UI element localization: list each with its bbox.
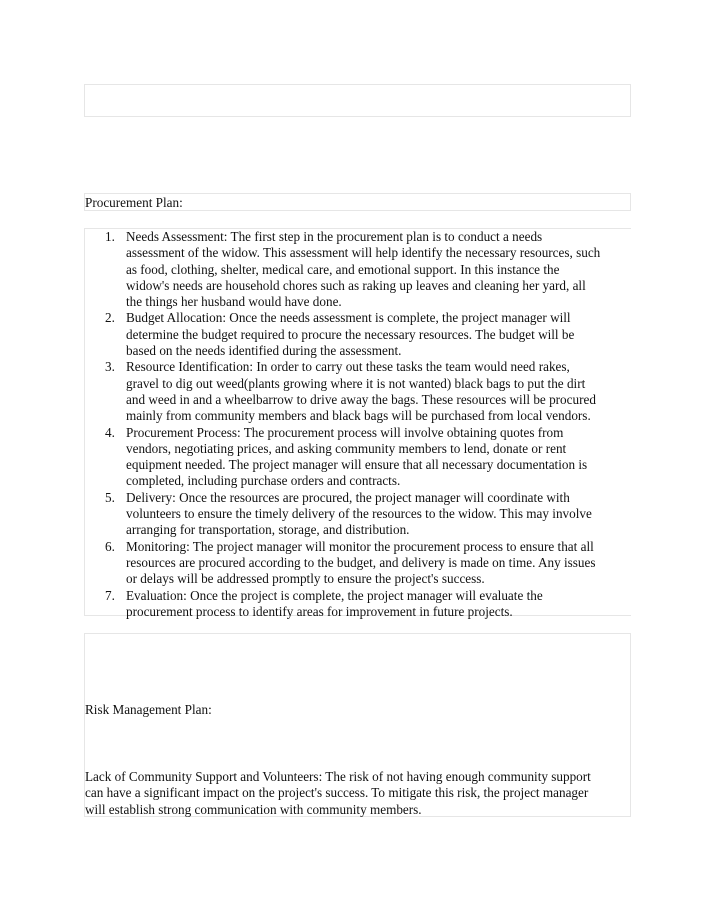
list-item-line: and weed in and a wheelbarrow to drive away the bags. These resources will be procured xyxy=(126,391,596,407)
list-item-line: as food, clothing, shelter, medical care, and emotional support. In this instance the xyxy=(126,261,560,277)
list-item-line: completed, including purchase orders and contracts. xyxy=(126,473,401,489)
list-item xyxy=(85,588,634,621)
list-item-number: 4. xyxy=(105,424,115,440)
list-item xyxy=(85,425,634,490)
list-item xyxy=(85,490,634,539)
list-item-line: the things her husband would have done. xyxy=(126,294,342,310)
list-item-line: Evaluation: Once the project is complete, the project manager will evaluate the xyxy=(126,587,543,603)
paragraph-line: Lack of Community Support and Volunteers: The risk of not having enough community support xyxy=(85,769,591,784)
list-item-line: mainly from community members and black bags will be purchased from local vendors. xyxy=(126,408,591,424)
list-item-number: 2. xyxy=(105,310,115,326)
list-item-line: gravel to dig out weed(plants growing where it is not wanted) black bags to put the dirt xyxy=(126,375,586,391)
list-item-line: Resource Identification: In order to carry out these tasks the team would need rakes, xyxy=(126,359,570,375)
list-item-line: volunteers to ensure the timely delivery of the resources to the widow. This may involve xyxy=(126,506,592,522)
list-item-number: 6. xyxy=(105,538,115,554)
empty-text-box xyxy=(84,84,631,117)
list-item-line: Needs Assessment: The first step in the procurement plan is to conduct a needs xyxy=(126,229,543,244)
paragraph-line: can have a significant impact on the project's success. To mitigate this risk, the project manager xyxy=(85,785,589,801)
list-item-line: based on the needs identified during the assessment. xyxy=(126,343,402,359)
list-item-line: Delivery: Once the resources are procured, the project manager will coordinate with xyxy=(126,489,570,505)
list-item-line: Budget Allocation: Once the needs assessment is complete, the project manager will xyxy=(126,310,571,326)
list-item-line: Procurement Process: The procurement process will involve obtaining quotes from xyxy=(126,424,564,440)
risk-management-box xyxy=(84,633,631,817)
list-item xyxy=(85,539,634,588)
list-item-line: Monitoring: The project manager will monitor the procurement process to ensure that all xyxy=(126,538,594,554)
list-item-line: widow's needs are household chores such as raking up leaves and cleaning her yard, all xyxy=(126,277,586,293)
paragraph-line: will establish strong communication with community members. xyxy=(85,801,422,817)
procurement-heading-box xyxy=(84,193,631,211)
list-item-line: assessment of the widow. This assessment will help identify the necessary resources, such xyxy=(126,245,601,261)
list-item-line: arranging for transportation, storage, and distribution. xyxy=(126,522,410,538)
list-item-line: procurement process to identify areas for improvement in future projects. xyxy=(126,603,513,619)
list-item-number: 3. xyxy=(105,359,115,375)
procurement-list-box xyxy=(84,228,631,619)
procurement-heading: Procurement Plan: xyxy=(85,195,183,210)
risk-heading: Risk Management Plan: xyxy=(85,702,212,717)
list-item-line: or delays will be addressed promptly to ensure the project's success. xyxy=(126,571,485,587)
list-item-number: 1. xyxy=(105,229,115,244)
list-item xyxy=(85,359,634,424)
list-item-line: determine the budget required to procure the necessary resources. The budget will be xyxy=(126,326,575,342)
list-item-line: vendors, negotiating prices, and asking community members to lend, donate or rent xyxy=(126,440,567,456)
list-item xyxy=(85,310,634,359)
list-item-number: 5. xyxy=(105,489,115,505)
list-item xyxy=(85,229,634,310)
risk-paragraph xyxy=(85,769,591,818)
list-item-line: equipment needed. The project manager will ensure that all necessary documentation is xyxy=(126,457,588,473)
procurement-list xyxy=(85,229,634,620)
list-item-number: 7. xyxy=(105,587,115,603)
list-item-line: resources are procured according to the budget, and delivery is made on time. Any issues xyxy=(126,554,596,570)
